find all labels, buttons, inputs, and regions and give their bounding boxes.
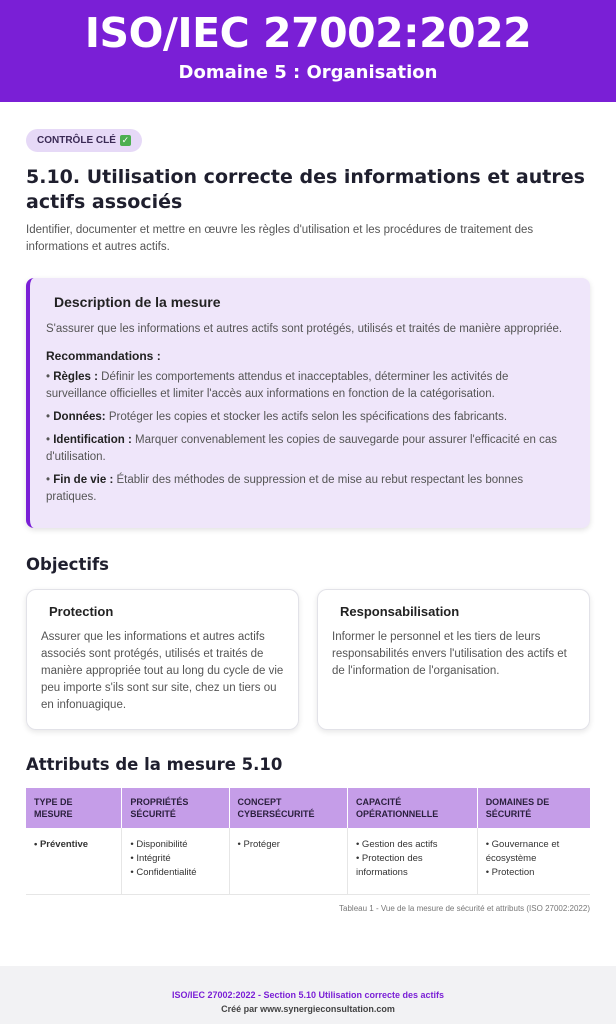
main-content — [0, 102, 616, 913]
list-item: • Identification : Marquer convenablement les copies de sauvegarde pour assurer l'efficacité en cas d'utilisation. — [46, 434, 557, 463]
list-item: • Règles : Définir les comportements attendus et inacceptables, déterminer les activités de surveillance officielles et limiter l'accès aux informations en fonction de la catégorisation. — [46, 371, 509, 400]
recommendations-list — [46, 369, 572, 506]
footer-credit: Créé par www.synergieconsultation.com — [221, 1004, 395, 1014]
footer-section-label: ISO/IEC 27002:2022 - Section 5.10 Utilisation correcte des actifs — [171, 990, 445, 1000]
page-header — [0, 0, 616, 102]
description-card — [26, 278, 590, 528]
key-control-badge — [26, 129, 142, 152]
objective-text: Assurer que les informations et autres actifs associés sont protégés, utilisés et traités de manière appropriée tout au long du cycle de vie peu importe s'ils sont sur site, chez un tiers ou en infonuagique. — [41, 631, 284, 711]
attributes-table — [26, 788, 590, 895]
column-header: DOMAINES DE SÉCURITÉ — [477, 788, 590, 828]
objective-text: Informer le personnel et les tiers de leurs responsabilités envers l'utilisation des actifs et de l'information de l'organisation. — [332, 631, 567, 677]
list-item: • Données: Protéger les copies et stocker les actifs selon les spécifications des fabricants. — [46, 411, 508, 423]
table-cell: • Gouvernance et écosystème • Protection — [477, 828, 590, 894]
column-header: CONCEPT CYBERSÉCURITÉ — [229, 788, 347, 828]
table-cell: • Disponibilité • Intégrité • Confidentialité — [122, 828, 229, 894]
table-cell: • Gestion des actifs • Protection des informations — [347, 828, 477, 894]
list-item: • Fin de vie : Établir des méthodes de suppression et de mise au rebut respectant les bonnes pratiques. — [46, 474, 524, 503]
attributes-title: Attributs de la mesure 5.10 — [26, 755, 283, 774]
table-header-row — [26, 788, 590, 828]
page-title: ISO/IEC 27002:2022 — [84, 9, 532, 57]
column-header: TYPE DE MESURE — [26, 788, 122, 828]
check-icon: ✓ — [121, 135, 130, 145]
description-title: Description de la mesure — [54, 294, 221, 310]
table-row — [26, 828, 590, 894]
control-title: 5.10. Utilisation correcte des informations et autres actifs associés — [26, 166, 585, 213]
objective-card-responsabilisation — [317, 589, 590, 730]
objective-title: Protection — [49, 604, 114, 619]
column-header: PROPRIÉTÉS SÉCURITÉ — [122, 788, 229, 828]
page-subtitle: Domaine 5 : Organisation — [178, 62, 438, 83]
recommendations-title: Recommandations : — [46, 349, 161, 363]
objective-title: Responsabilisation — [340, 604, 460, 619]
table-caption: Tableau 1 - Vue de la mesure de sécurité et attributs (ISO 27002:2022) — [339, 903, 590, 913]
description-intro: S'assurer que les informations et autres actifs sont protégés, utilisés et traités de manière appropriée. — [46, 323, 563, 335]
column-header: CAPACITÉ OPÉRATIONNELLE — [347, 788, 477, 828]
page-footer — [0, 966, 616, 1024]
objectives-title: Objectifs — [26, 555, 110, 574]
badge-label: CONTRÔLE CLÉ — [37, 135, 116, 146]
control-summary: Identifier, documenter et mettre en œuvre les règles d'utilisation et les procédures de traitement des informations et autres actifs. — [26, 224, 534, 253]
table-cell: • Préventive — [26, 828, 122, 894]
objective-card-protection — [26, 589, 299, 730]
objectives-grid — [26, 589, 590, 730]
table-cell: • Protéger — [229, 828, 347, 894]
